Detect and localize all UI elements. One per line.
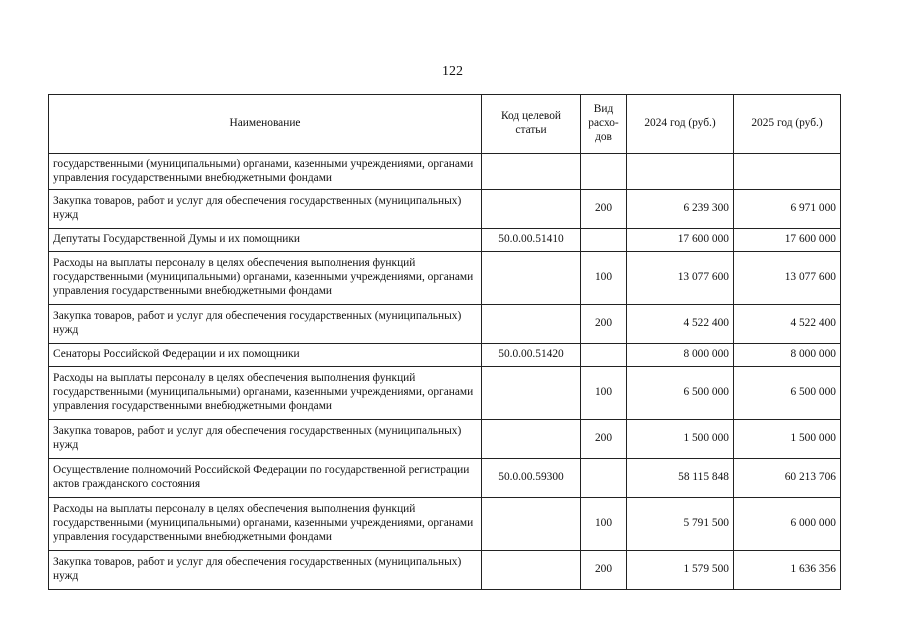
- row-code: [482, 305, 581, 344]
- row-name: Закупка товаров, работ и услуг для обеспечения государственных (муниципальных) нужд: [49, 551, 482, 590]
- budget-table: [48, 94, 841, 590]
- row-amount-2024: 1 500 000: [627, 420, 734, 459]
- table-row: [49, 252, 841, 305]
- row-kind: [581, 459, 627, 498]
- row-amount-2025: 4 522 400: [734, 305, 841, 344]
- row-amount-2024: 58 115 848: [627, 459, 734, 498]
- table-row: [49, 190, 841, 229]
- header-year-2024: 2024 год (руб.): [627, 95, 734, 154]
- header-row: [49, 95, 841, 154]
- row-name: Закупка товаров, работ и услуг для обеспечения государственных (муниципальных) нужд: [49, 305, 482, 344]
- row-code: [482, 367, 581, 420]
- row-kind: [581, 344, 627, 367]
- row-amount-2024: 4 522 400: [627, 305, 734, 344]
- row-code: [482, 551, 581, 590]
- row-amount-2024: 6 500 000: [627, 367, 734, 420]
- row-code: [482, 190, 581, 229]
- row-kind: 200: [581, 420, 627, 459]
- table-row: [49, 551, 841, 590]
- row-name: Осуществление полномочий Российской Федерации по государственной регистрации актов гражданского состояния: [49, 459, 482, 498]
- table-body: [49, 154, 841, 590]
- row-code: [482, 252, 581, 305]
- row-kind: [581, 229, 627, 252]
- header-name: Наименование: [49, 95, 482, 154]
- table-row: [49, 459, 841, 498]
- row-name: государственными (муниципальными) органами, казенными учреждениями, органами управления государственными внебюджетными фондами: [49, 154, 482, 190]
- table-row: [49, 344, 841, 367]
- row-amount-2025: 8 000 000: [734, 344, 841, 367]
- row-amount-2025: 13 077 600: [734, 252, 841, 305]
- row-code: [482, 154, 581, 190]
- row-amount-2025: 60 213 706: [734, 459, 841, 498]
- row-amount-2025: 6 000 000: [734, 498, 841, 551]
- table-row: [49, 154, 841, 190]
- table-row: [49, 420, 841, 459]
- row-kind: [581, 154, 627, 190]
- row-name: Расходы на выплаты персоналу в целях обеспечения выполнения функций государственными (муниципальными) органами, казенными учреждениями, органами управления государственными внебюджетными фондами: [49, 252, 482, 305]
- row-name: Расходы на выплаты персоналу в целях обеспечения выполнения функций государственными (муниципальными) органами, казенными учреждениями, органами управления государственными внебюджетными фондами: [49, 367, 482, 420]
- header-year-2025: 2025 год (руб.): [734, 95, 841, 154]
- header-kind: Вид расхо-дов: [581, 95, 627, 154]
- row-amount-2024: 5 791 500: [627, 498, 734, 551]
- row-kind: 200: [581, 190, 627, 229]
- row-kind: 200: [581, 305, 627, 344]
- row-code: 50.0.00.51420: [482, 344, 581, 367]
- header-code: Код целевой статьи: [482, 95, 581, 154]
- row-kind: 200: [581, 551, 627, 590]
- row-amount-2025: 1 500 000: [734, 420, 841, 459]
- row-amount-2025: 6 500 000: [734, 367, 841, 420]
- row-name: Расходы на выплаты персоналу в целях обеспечения выполнения функций государственными (муниципальными) органами, казенными учреждениями, органами управления государственными внебюджетными фондами: [49, 498, 482, 551]
- row-code: [482, 498, 581, 551]
- page-number: 122: [442, 64, 463, 79]
- row-amount-2025: 17 600 000: [734, 229, 841, 252]
- row-name: Депутаты Государственной Думы и их помощники: [49, 229, 482, 252]
- row-name: Закупка товаров, работ и услуг для обеспечения государственных (муниципальных) нужд: [49, 190, 482, 229]
- row-amount-2024: 13 077 600: [627, 252, 734, 305]
- table-row: [49, 229, 841, 252]
- row-amount-2025: [734, 154, 841, 190]
- row-amount-2024: 17 600 000: [627, 229, 734, 252]
- table-row: [49, 305, 841, 344]
- row-code: 50.0.00.51410: [482, 229, 581, 252]
- table-header: [49, 95, 841, 154]
- row-code: [482, 420, 581, 459]
- row-amount-2025: 6 971 000: [734, 190, 841, 229]
- table-row: [49, 367, 841, 420]
- row-kind: 100: [581, 367, 627, 420]
- table-row: [49, 498, 841, 551]
- row-amount-2025: 1 636 356: [734, 551, 841, 590]
- row-name: Закупка товаров, работ и услуг для обеспечения государственных (муниципальных) нужд: [49, 420, 482, 459]
- row-name: Сенаторы Российской Федерации и их помощники: [49, 344, 482, 367]
- row-amount-2024: 8 000 000: [627, 344, 734, 367]
- row-kind: 100: [581, 252, 627, 305]
- row-amount-2024: [627, 154, 734, 190]
- row-amount-2024: 6 239 300: [627, 190, 734, 229]
- row-kind: 100: [581, 498, 627, 551]
- row-amount-2024: 1 579 500: [627, 551, 734, 590]
- row-code: 50.0.00.59300: [482, 459, 581, 498]
